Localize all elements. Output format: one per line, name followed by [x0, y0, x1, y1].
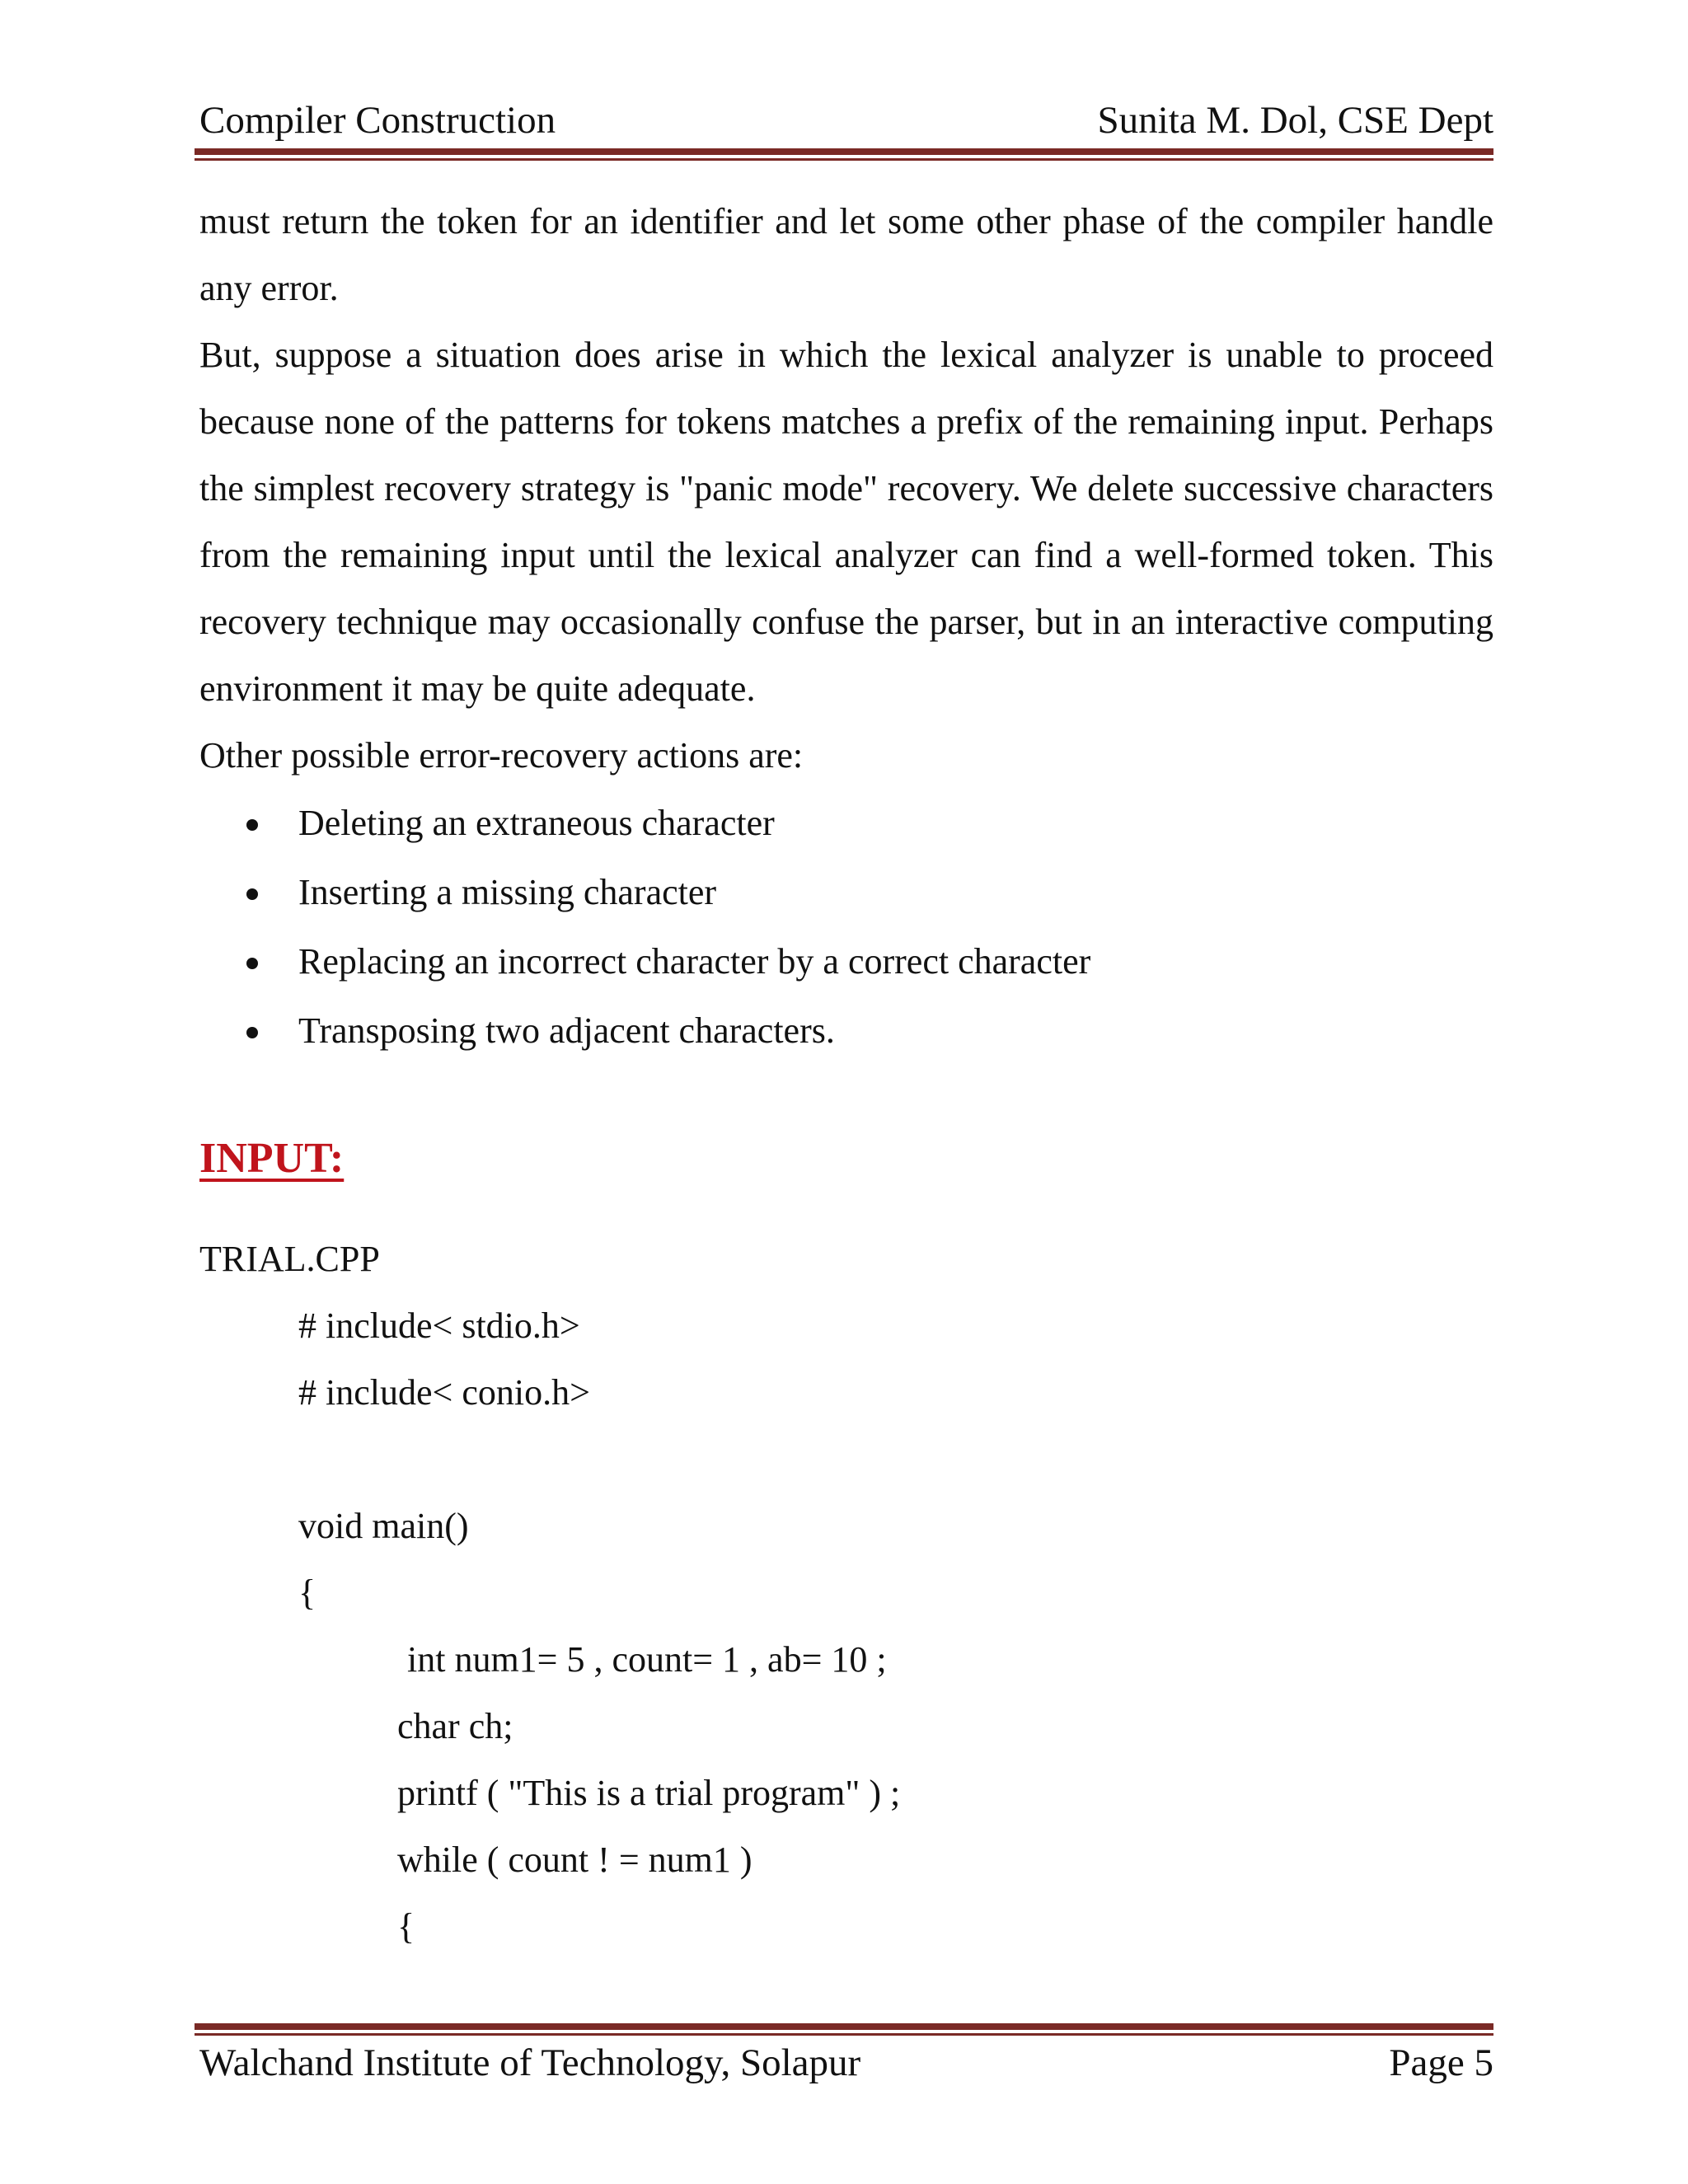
code-line: # include< conio.h>	[298, 1372, 590, 1413]
list-item	[199, 927, 1493, 996]
bullet-icon	[246, 958, 258, 969]
code-listing	[199, 1292, 1493, 1960]
footer-page-number: Page 5	[1389, 2041, 1493, 2084]
footer-institution: Walchand Institute of Technology, Solapur	[199, 2041, 861, 2084]
code-line: void main()	[298, 1506, 469, 1546]
bullet-icon	[246, 1027, 258, 1038]
page-footer	[199, 2038, 1493, 2088]
code-blank-line	[199, 1426, 1493, 1493]
paragraph-other-actions: Other possible error-recovery actions are:	[199, 735, 804, 776]
bullet-icon	[246, 888, 258, 900]
footer-divider	[195, 2023, 1493, 2036]
list-item-text: Inserting a missing character	[298, 872, 717, 912]
code-line: printf ( "This is a trial program" ) ;	[397, 1773, 901, 1813]
list-item	[199, 996, 1493, 1066]
page-header	[199, 96, 1493, 145]
list-item-text: Transposing two adjacent characters.	[298, 1010, 835, 1051]
code-line: {	[397, 1906, 415, 1947]
list-item-text: Deleting an extraneous character	[298, 803, 775, 843]
code-line: char ch;	[397, 1706, 513, 1746]
bullet-icon	[246, 819, 258, 831]
code-line: while ( count ! = num1 )	[397, 1840, 753, 1880]
paragraph-panic-mode: But, suppose a situation does arise in which the lexical analyzer is unable to proceed because none of the patterns for tokens matches a prefix of the remaining input. Perhaps the simplest recovery strategy is "panic mode" recovery. We delete successive characters from the remaining input until the lexical analyzer can find a well-formed token. This recovery technique may occasionally confuse the parser, but in an interactive computing environment it may be quite adequate.	[199, 335, 1493, 709]
header-divider	[195, 148, 1493, 161]
header-author: Sunita M. Dol, CSE Dept	[1097, 99, 1493, 142]
code-line: {	[298, 1572, 316, 1613]
list-item	[199, 858, 1493, 927]
code-line: int num1= 5 , count= 1 , ab= 10 ;	[407, 1639, 887, 1680]
list-item-text: Replacing an incorrect character by a correct character	[298, 941, 1091, 982]
error-recovery-list	[199, 789, 1493, 1066]
code-line: # include< stdio.h>	[298, 1305, 580, 1346]
input-filename: TRIAL.CPP	[199, 1239, 380, 1279]
input-heading: INPUT:	[199, 1135, 345, 1182]
paragraph-continuation: must return the token for an identifier and let some other phase of the compiler handle any error.	[199, 201, 1493, 308]
page-body	[199, 188, 1493, 1960]
header-course-title: Compiler Construction	[199, 99, 556, 142]
list-item	[199, 789, 1493, 858]
